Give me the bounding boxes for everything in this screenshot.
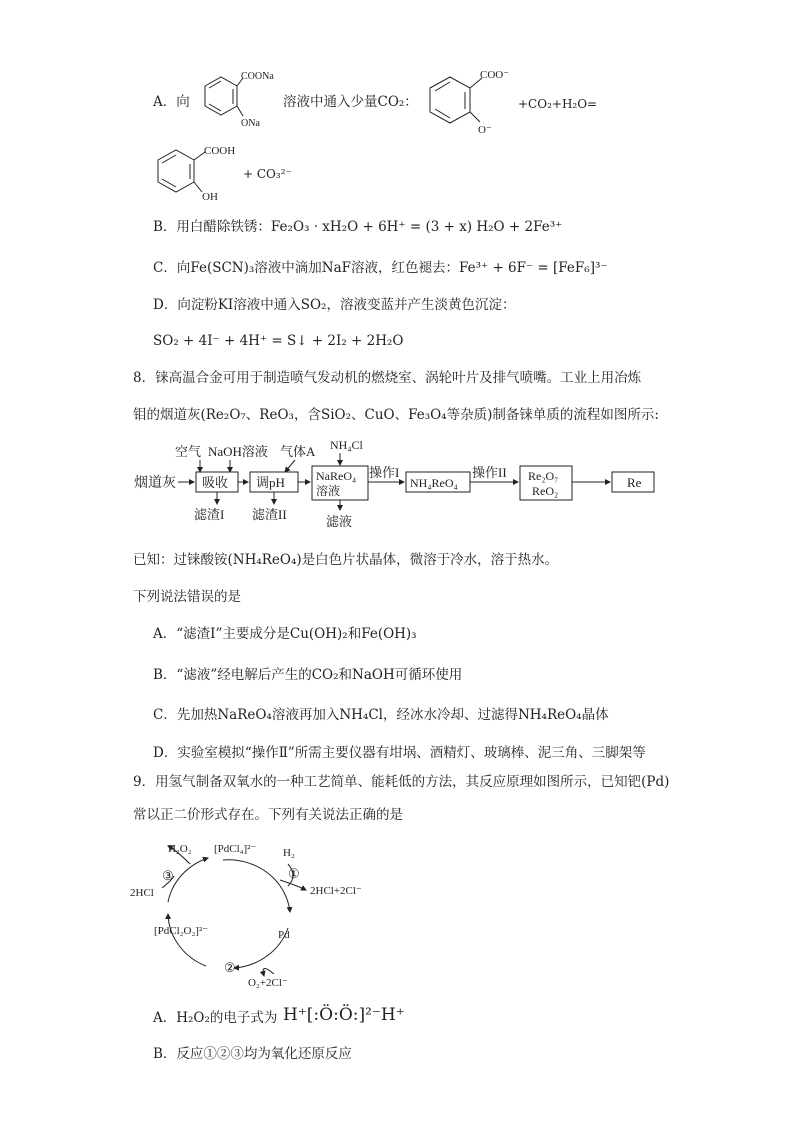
- q8-question: 下列说法错误的是: [133, 589, 241, 605]
- flow-box-nareo4-label: NaReO₄: [316, 469, 357, 483]
- q9-stem-line2: 常以正二价形式存在。下列有关说法正确的是: [133, 807, 403, 823]
- flow-out-residue1: 滤渣I: [194, 507, 225, 522]
- coo-minus-group: COO⁻: [480, 69, 510, 81]
- cycle-pdcl4: [PdCl₄]²⁻: [214, 843, 257, 855]
- q7-option-a-text: 溶液中通入少量CO₂：: [283, 94, 418, 110]
- flow-start: 烟道灰: [134, 476, 176, 491]
- salicylate-dianion-structure: [418, 64, 528, 144]
- q7-option-c: C．向Fe(SCN)₃溶液中滴加NaF溶液，红色褪去：Fe³⁺ + 6F⁻ = [FeF₆]³⁻: [153, 260, 608, 276]
- coona-group: COONa: [241, 71, 274, 82]
- oh-group: OH: [202, 191, 218, 203]
- cycle-h2o2: H₂O₂: [168, 843, 192, 855]
- flow-input-gas-a: 气体A: [280, 444, 316, 459]
- cycle-step3: ③: [162, 868, 174, 883]
- flow-box-re2o7-label: Re₂O₇: [528, 469, 559, 483]
- q7-option-b: B．用白醋除铁锈：Fe₂O₃ · xH₂O + 6H⁺ = (3 + x) H₂O + 2Fe³⁺: [153, 219, 563, 235]
- q8-stem-line1: 8．铼高温合金可用于制造喷气发动机的燃烧室、涡轮叶片及排气喷嘴。工业上用冶炼: [133, 370, 642, 386]
- flow-box-reo2-label: ReO₂: [532, 484, 559, 498]
- flow-op1-label: 操作I: [369, 465, 400, 480]
- cycle-o2: O₂+2Cl⁻: [248, 977, 288, 989]
- cycle-pd: Pd: [278, 929, 290, 941]
- flow-box-absorb-label: 吸收: [202, 475, 229, 490]
- flow-op2-label: 操作II: [472, 465, 507, 480]
- q7-option-d-equation: SO₂ + 4I⁻ + 4H⁺ = S↓ + 2I₂ + 2H₂O: [153, 333, 404, 349]
- cycle-2hcl: 2HCl: [130, 887, 154, 899]
- flow-box-nh4reo4-label: NH₄ReO₄: [410, 476, 458, 490]
- q8-option-a: A．“滤渣Ⅰ”主要成分是Cu(OH)₂和Fe(OH)₃: [153, 626, 417, 642]
- q7-option-a-label: A．向: [153, 94, 190, 110]
- cycle-h2: H₂: [283, 847, 295, 859]
- q8-known: 已知：过铼酸铵(NH₄ReO₄)是白色片状晶体，微溶于冷水，溶于热水。: [133, 552, 559, 568]
- cycle-products-right: 2HCl+2Cl⁻: [310, 885, 362, 897]
- cycle-step1: ①: [288, 866, 300, 881]
- q9-option-a-formula: H⁺[:Ö:Ö:]²⁻H⁺: [283, 1005, 405, 1025]
- q9-option-b: B．反应①②③均为氧化还原反应: [153, 1046, 352, 1062]
- ona-group: ONa: [241, 118, 260, 129]
- cycle-pdcl2o2: [PdCl₂O₂]²⁻: [154, 925, 209, 937]
- flow-box-re-label: Re: [627, 475, 642, 490]
- flow-input-naoh: NaOH溶液: [208, 444, 268, 459]
- q7-option-a-co3: + CO₃²⁻: [243, 167, 292, 181]
- sodium-salicylate-structure: [185, 66, 285, 136]
- q7-option-d: D．向淀粉KI溶液中通入SO₂，溶液变蓝并产生淡黄色沉淀：: [153, 297, 516, 313]
- q9-stem-line1: 9．用氢气制备双氧水的一种工艺简单、能耗低的方法，其反应原理如图所示，已知钯(Pd): [133, 774, 670, 790]
- q8-option-d: D．实验室模拟“操作Ⅱ”所需主要仪器有坩埚、酒精灯、玻璃棒、泥三角、三脚架等: [153, 745, 646, 761]
- q9-option-a-label: A．H₂O₂的电子式为: [153, 1010, 278, 1026]
- flow-input-nh4cl: NH₄Cl: [330, 438, 363, 452]
- flow-input-air: 空气: [175, 444, 202, 459]
- rhenium-process-flowchart: [130, 432, 670, 538]
- flow-box-nareo4-solution: 溶液: [316, 484, 341, 498]
- flow-out-filtrate: 滤液: [326, 514, 353, 529]
- q8-option-b: B．“滤液”经电解后产生的CO₂和NaOH可循环使用: [153, 667, 463, 683]
- q8-stem-line2: 钼的烟道灰(Re₂O₇、ReO₃，含SiO₂、CuO、Fe₃O₄等杂质)制备铼单质的流程如图所示:: [133, 407, 659, 423]
- q7-option-a-plus: +CO₂+H₂O=: [518, 97, 598, 111]
- cooh-group: COOH: [204, 145, 236, 157]
- q8-option-c: C．先加热NaReO₄溶液再加入NH₄Cl，经冰水冷却、过滤得NH₄ReO₄晶体: [153, 707, 609, 723]
- h2o2-catalytic-cycle-diagram: [128, 836, 378, 996]
- salicylic-acid-structure: [150, 140, 250, 210]
- o-minus-group: O⁻: [478, 124, 492, 136]
- cycle-step2: ②: [224, 960, 236, 975]
- flow-out-residue2: 滤渣II: [252, 507, 287, 522]
- flow-box-adjust-ph-label: 调pH: [256, 475, 285, 490]
